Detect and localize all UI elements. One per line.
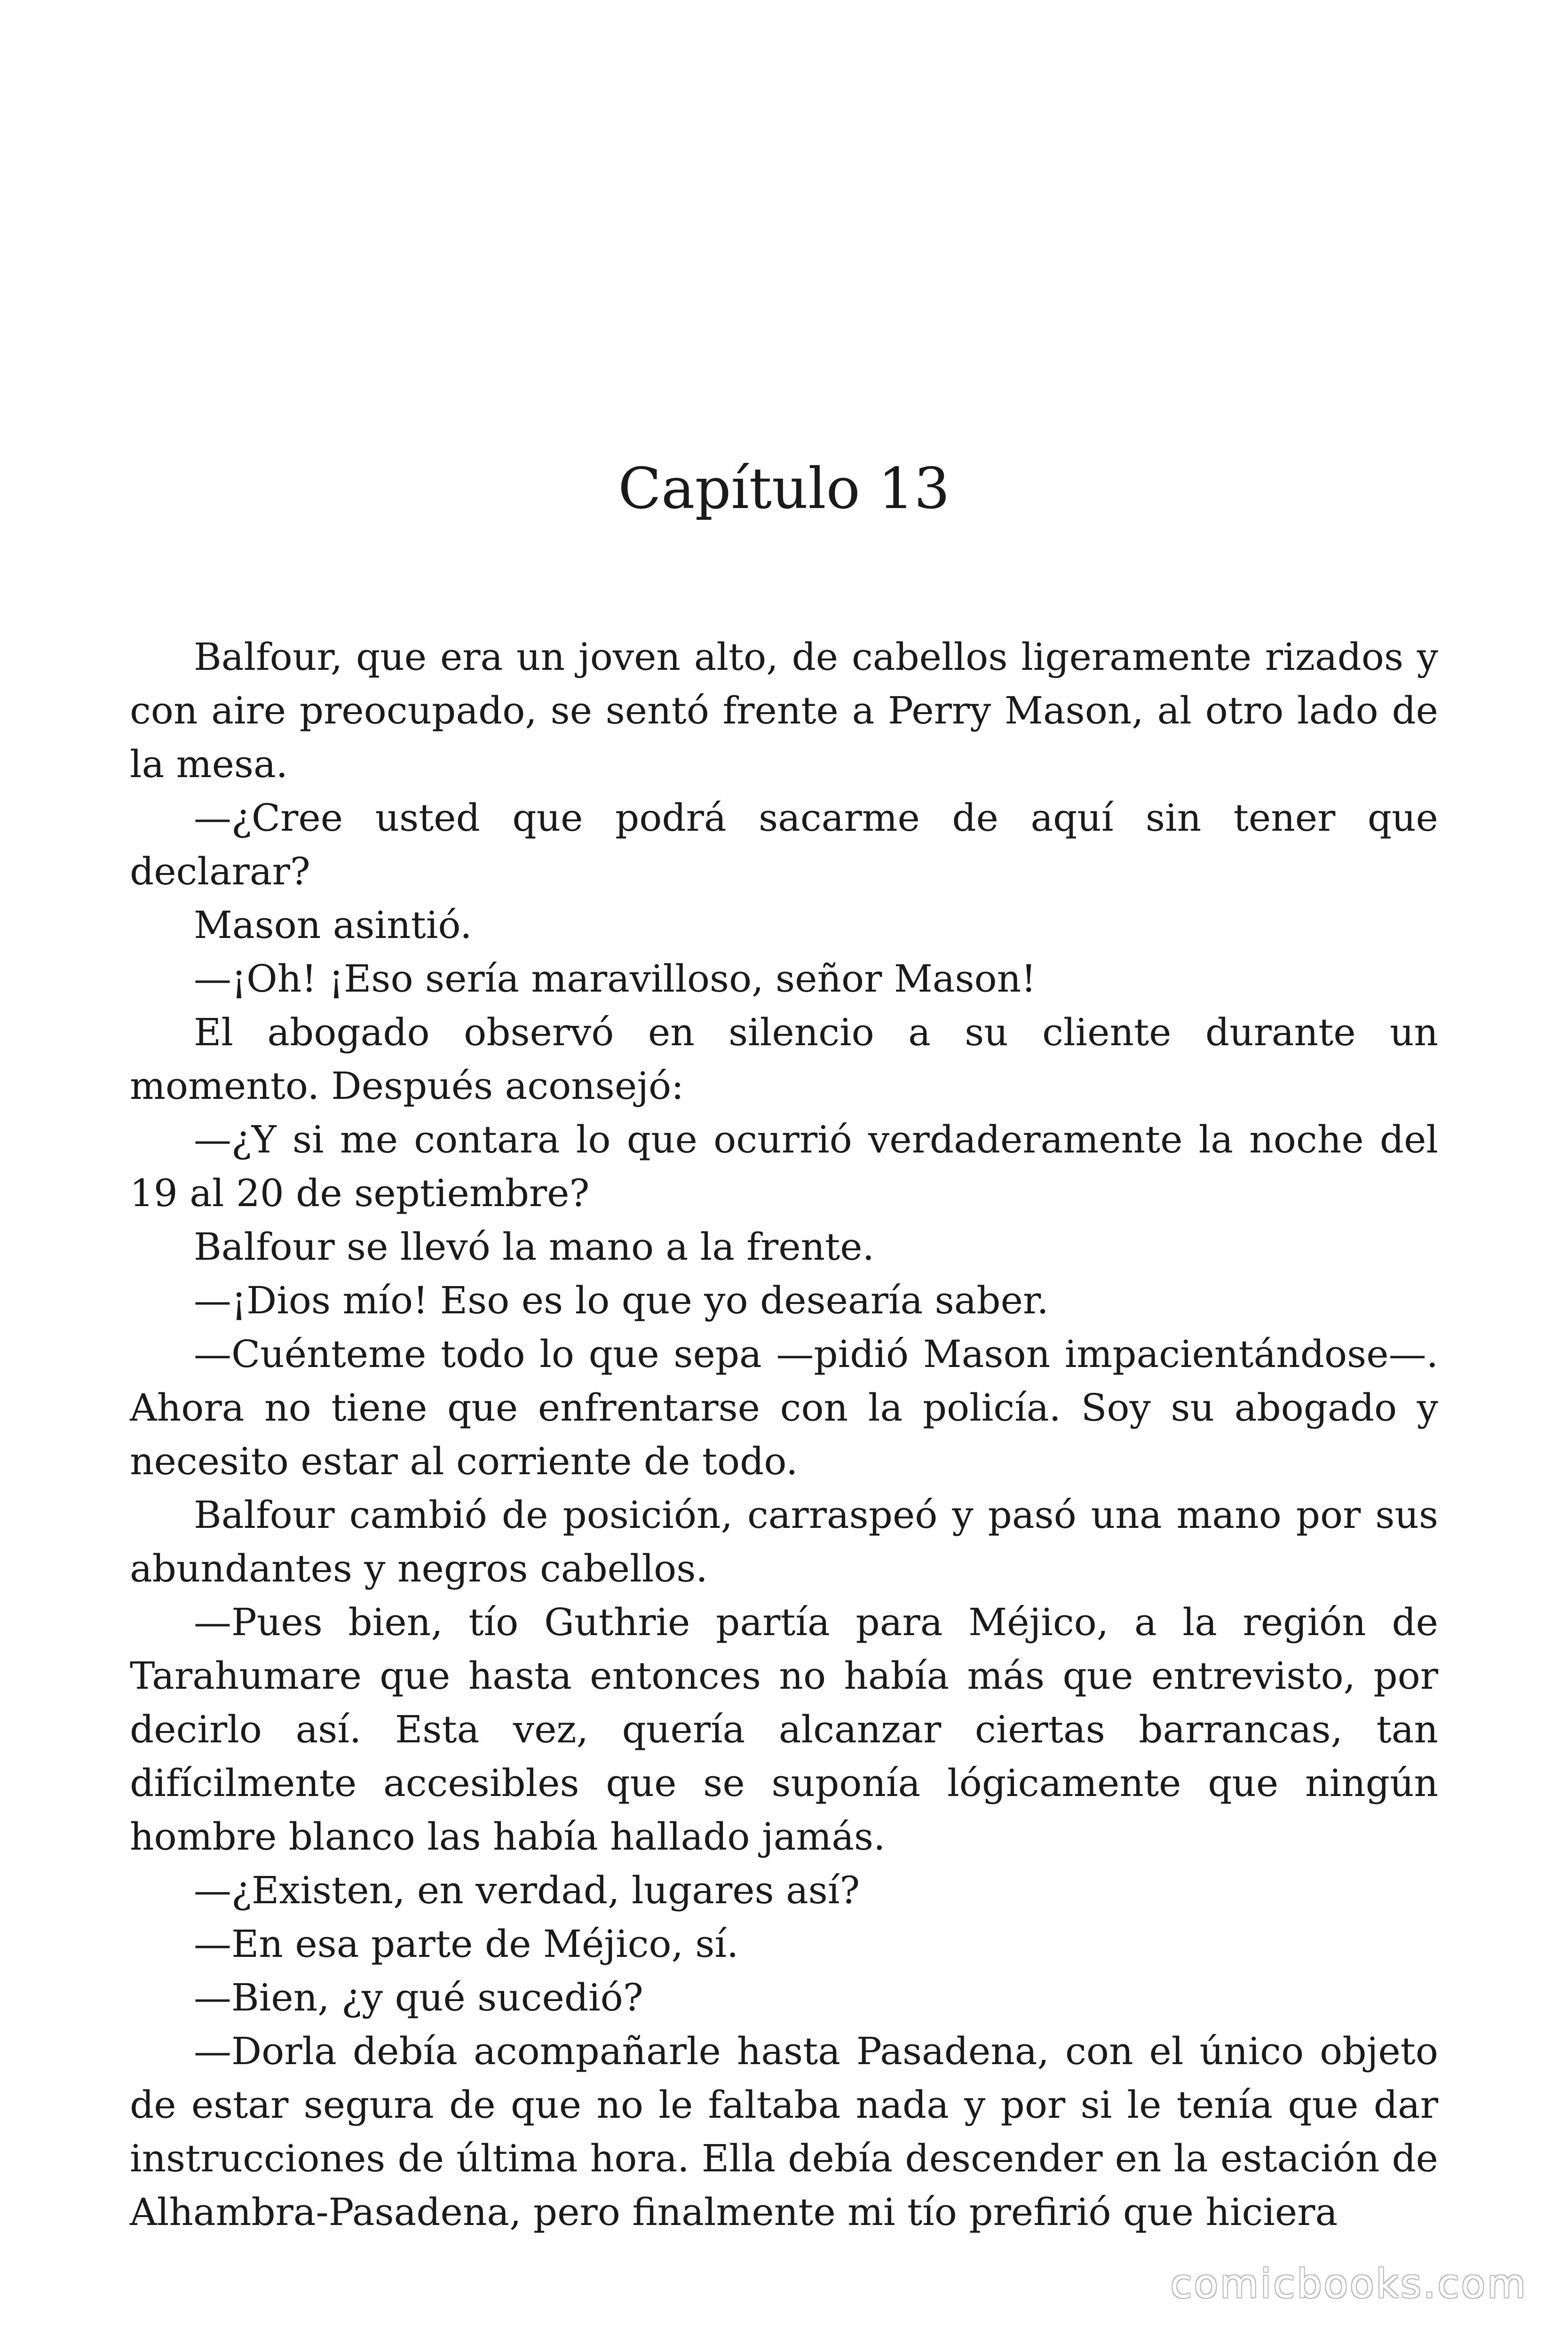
paragraph: Balfour se llevó la mano a la frente. (194, 1225, 875, 1269)
watermark: comicbooks.com (1170, 2261, 1528, 2307)
paragraph: —¡Dios mío! Eso es lo que yo desearía saber. (194, 1279, 1049, 1322)
paragraph: —Cuénteme todo lo que sepa —pidió Mason impacientándose—. Ahora no tiene que enfrentarse con la policía. Soy su abogado y necesito estar al corriente de todo. (130, 1332, 1438, 1483)
paragraph: Mason asintió. (194, 903, 472, 947)
chapter-body (130, 630, 1438, 2239)
paragraph: —¿Cree usted que podrá sacarme de aquí sin tener que declarar? (130, 796, 1438, 893)
paragraph: —Pues bien, tío Guthrie partía para Méjico, a la región de Tarahumare que hasta entonces no había más que entrevisto, por decirlo así. Esta vez, quería alcanzar ciertas barrancas, tan difícilmente accesibles que se suponía lógicamente que ningún hombre blanco las había hallado jamás. (130, 1600, 1438, 1859)
paragraph: —¿Existen, en verdad, lugares así? (194, 1868, 860, 1912)
paragraph: —¿Y si me contara lo que ocurrió verdaderamente la noche del 19 al 20 de septiembre? (130, 1118, 1438, 1215)
paragraph: —En esa parte de Méjico, sí. (194, 1922, 739, 1966)
paragraph: Balfour cambió de posición, carraspeó y pasó una mano por sus abundantes y negros cabellos. (130, 1493, 1438, 1590)
paragraph: —Bien, ¿y qué sucedió? (194, 1976, 643, 2019)
paragraph: —Dorla debía acompañarle hasta Pasadena, con el único objeto de estar segura de que no le faltaba nada y por si le tenía que dar instrucciones de última hora. Ella debía descender en la estación de Alhambra-Pasadena, pero finalmente mi tío prefirió que hiciera (130, 2029, 1438, 2234)
paragraph: Balfour, que era un joven alto, de cabellos ligeramente rizados y con aire preocupado, se sentó frente a Perry Mason, al otro lado de la mesa. (130, 635, 1438, 786)
paragraph: —¡Oh! ¡Eso sería maravilloso, señor Mason! (194, 957, 1037, 1001)
paragraph: El abogado observó en silencio a su cliente durante un momento. Después aconsejó: (130, 1010, 1438, 1108)
chapter-title: Capítulo 13 (618, 456, 950, 522)
